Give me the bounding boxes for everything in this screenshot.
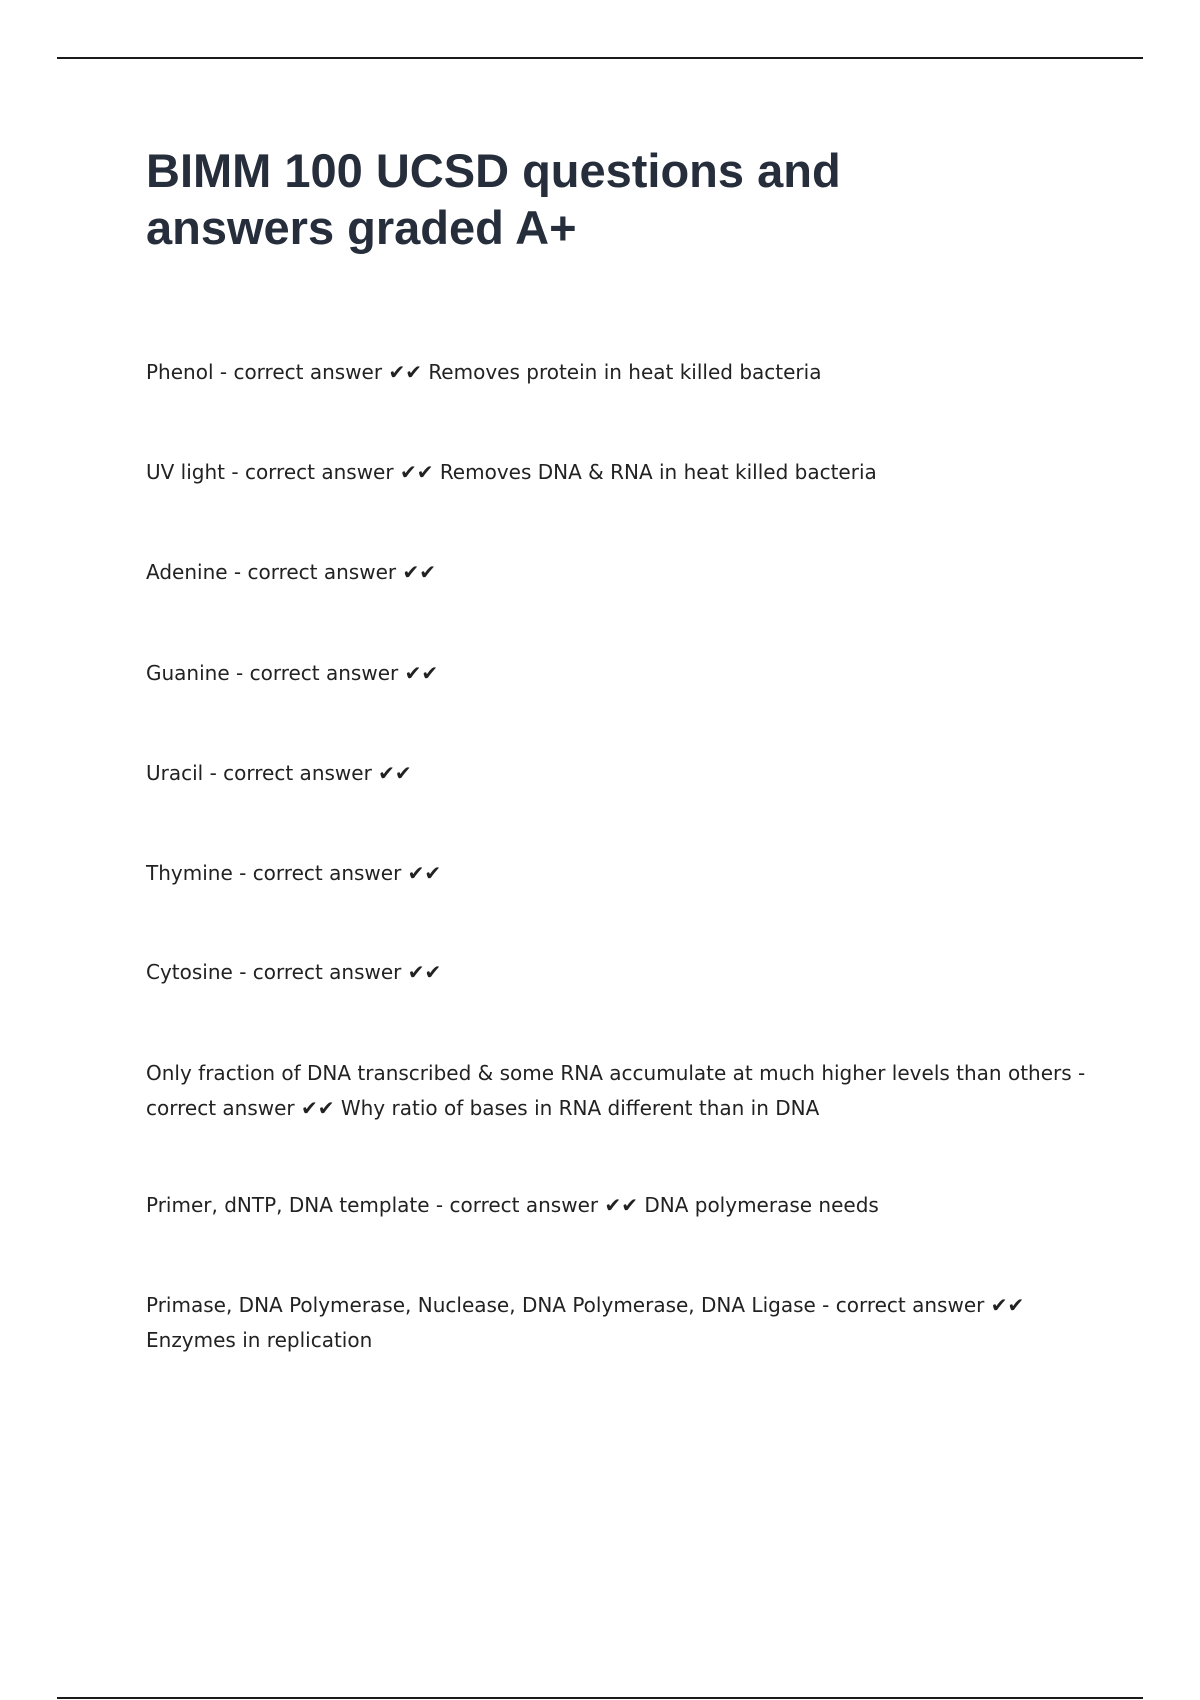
qa-term: Adenine xyxy=(146,560,228,584)
checkmark-icon: ✔✔ xyxy=(388,360,422,384)
qa-separator: - xyxy=(203,761,224,785)
qa-term: Only fraction of DNA transcribed & some RNA accumulate at much higher levels than others xyxy=(146,1061,1072,1085)
checkmark-icon: ✔✔ xyxy=(402,560,436,584)
qa-marker: correct answer xyxy=(252,861,402,885)
qa-term: Primer, dNTP, DNA template xyxy=(146,1193,430,1217)
qa-separator: - xyxy=(225,460,245,484)
checkmark-icon: ✔✔ xyxy=(378,761,412,785)
qa-term: Uracil xyxy=(146,761,204,785)
qa-item xyxy=(146,1188,1086,1223)
checkmark-icon: ✔✔ xyxy=(399,460,434,484)
checkmark-icon: ✔✔ xyxy=(300,1096,335,1120)
qa-definition: DNA polymerase needs xyxy=(644,1193,879,1217)
qa-term: Cytosine xyxy=(146,960,233,984)
qa-marker: correct answer xyxy=(449,1193,599,1217)
qa-separator: - xyxy=(232,960,253,984)
qa-item xyxy=(146,756,1086,791)
qa-marker: correct answer xyxy=(247,560,397,584)
qa-marker: correct answer xyxy=(252,960,402,984)
qa-marker: correct answer xyxy=(146,1096,295,1120)
qa-item xyxy=(146,355,1086,390)
qa-definition: Why ratio of bases in RNA different than in DNA xyxy=(340,1096,820,1120)
checkmark-icon: ✔✔ xyxy=(407,960,442,984)
checkmark-icon: ✔✔ xyxy=(404,661,439,685)
qa-term: Guanine xyxy=(146,661,230,685)
qa-item xyxy=(146,656,1086,691)
qa-definition: Removes protein in heat killed bacteria xyxy=(428,360,822,384)
qa-marker: correct answer xyxy=(835,1293,985,1317)
qa-separator: - xyxy=(232,861,253,885)
bottom-rule xyxy=(57,1697,1143,1699)
qa-term: Thymine xyxy=(146,861,233,885)
qa-separator: - xyxy=(213,360,234,384)
qa-separator: - xyxy=(227,560,248,584)
qa-item xyxy=(146,1288,1086,1358)
qa-marker: correct answer xyxy=(249,661,399,685)
qa-marker: correct answer xyxy=(223,761,372,785)
qa-separator: - xyxy=(429,1193,450,1217)
qa-definition: Removes DNA & RNA in heat killed bacteria xyxy=(439,460,877,484)
qa-separator: - xyxy=(229,661,250,685)
qa-item xyxy=(146,856,1086,891)
document-title: BIMM 100 UCSD questions and answers graded A+ xyxy=(146,144,841,254)
qa-definition: Enzymes in replication xyxy=(146,1328,373,1352)
qa-item xyxy=(146,455,1086,490)
qa-marker: correct answer xyxy=(244,460,394,484)
top-rule xyxy=(57,57,1143,59)
qa-marker: correct answer xyxy=(233,360,383,384)
qa-item xyxy=(146,1056,1086,1126)
qa-separator: - xyxy=(815,1293,836,1317)
qa-item xyxy=(146,555,1086,590)
qa-term: Primase, DNA Polymerase, Nuclease, DNA Polymerase, DNA Ligase xyxy=(146,1293,816,1317)
checkmark-icon: ✔✔ xyxy=(990,1293,1025,1317)
checkmark-icon: ✔✔ xyxy=(407,861,442,885)
qa-term: UV light xyxy=(146,460,226,484)
qa-term: Phenol xyxy=(146,360,214,384)
qa-separator: - xyxy=(1071,1061,1086,1085)
checkmark-icon: ✔✔ xyxy=(604,1193,638,1217)
qa-item xyxy=(146,955,1086,990)
